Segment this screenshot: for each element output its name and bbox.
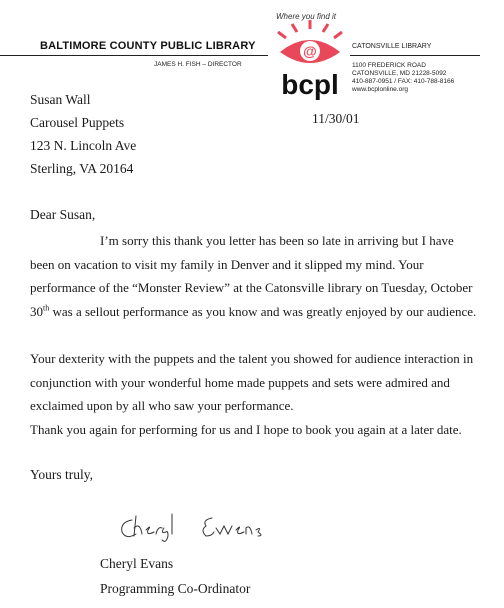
branch-address xyxy=(352,62,454,94)
recipient-city: Sterling, VA 20164 xyxy=(30,161,134,176)
signer-name: Cheryl Evans xyxy=(100,556,174,571)
branch-website: www.bcplonline.org xyxy=(352,86,409,93)
bcpl-logo xyxy=(270,18,350,100)
eye-icon xyxy=(278,20,342,38)
signer-title: Programming Co-Ordinator xyxy=(100,581,251,596)
ordinal-suffix: th xyxy=(43,303,50,313)
recipient-address xyxy=(30,88,136,180)
letterhead xyxy=(0,0,504,100)
recipient-company: Carousel Puppets xyxy=(30,115,125,130)
salutation: Dear Susan, xyxy=(30,207,96,222)
branch-phone-line: 410-887-0951 / FAX: 410-788-8166 xyxy=(352,78,455,85)
body-paragraph-1-text: I’m sorry this thank you letter has been so late in arriving but I have been on vacation to visit my family in Denver and it slipped my mind. Your performance of the “Monster Review” at the Catonsville library on Tuesday, October 30 xyxy=(30,233,473,319)
tagline: Where you find it xyxy=(276,12,337,21)
recipient-street: 123 N. Lincoln Ave xyxy=(30,138,137,153)
branch-address-line: 1100 FREDERICK ROAD xyxy=(352,62,426,69)
branch-name: CATONSVILLE LIBRARY xyxy=(352,43,432,50)
body-paragraph-3: Thank you again for performing for us and I hope to book you again at a later date. xyxy=(30,422,462,437)
body-paragraph-1-text-end: was a sellout performance as you know and was greatly enjoyed by our audience. xyxy=(49,303,477,319)
closing: Yours truly, xyxy=(30,467,94,482)
recipient-name: Susan Wall xyxy=(30,92,91,107)
at-symbol: @ xyxy=(303,43,317,59)
body-paragraph-1 xyxy=(30,229,480,323)
library-name: BALTIMORE COUNTY PUBLIC LIBRARY xyxy=(40,40,256,52)
branch-address-line: CATONSVILLE, MD 21228-5092 xyxy=(352,70,447,77)
letterhead-rule-right xyxy=(350,55,480,56)
letterhead-rule-left xyxy=(0,55,268,56)
letter-date: 11/30/01 xyxy=(312,111,360,126)
director-line: JAMES H. FISH – DIRECTOR xyxy=(154,61,242,68)
handwritten-signature xyxy=(116,510,266,544)
body-paragraph-2: Your dexterity with the puppets and the talent you showed for audience interaction in conjunction with your wonderful home made puppets and sets were admired and exclaimed upon by all who saw your performance. xyxy=(30,351,474,413)
logo-text: bcpl xyxy=(281,69,339,100)
